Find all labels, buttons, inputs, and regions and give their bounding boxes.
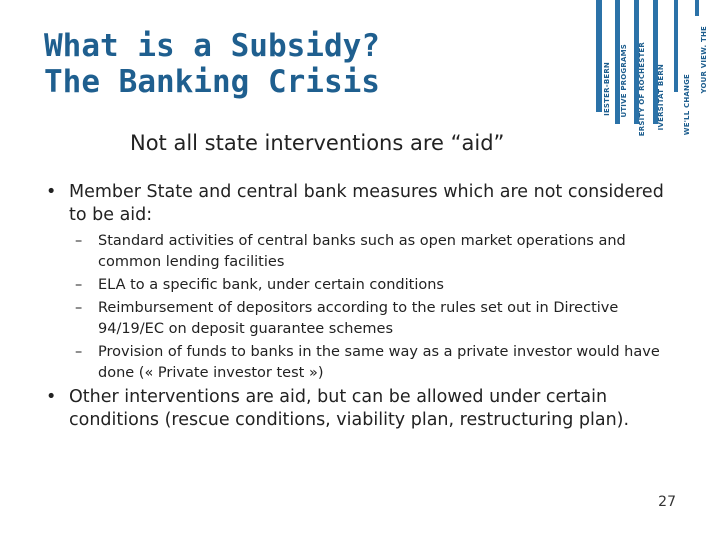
sub-bullet-item [69, 231, 664, 273]
page-number: 27 [658, 494, 676, 510]
logo-text: UTIVE PROGRAMS [620, 44, 628, 118]
slide-subtitle: Not all state interventions are “aid” [130, 131, 505, 155]
logo-text: ERSITY OF ROCHESTER [638, 42, 646, 137]
logo-text: IESTER-BERN [603, 62, 611, 116]
logo-text: IVERSITAT BERN [657, 64, 665, 131]
university-logo [590, 0, 720, 137]
bullet-glyph: • [46, 182, 57, 202]
bullet-item [44, 181, 664, 384]
logo-bar [596, 0, 602, 112]
sub-bullet-item [69, 275, 664, 296]
sub-bullet-list [69, 231, 664, 384]
dash-glyph: – [75, 277, 83, 293]
sub-bullet-item [69, 298, 664, 340]
sub-bullet-text: Standard activities of central banks such as open market operations and common lending facilities [98, 233, 626, 270]
bullet-text: Other interventions are aid, but can be allowed under certain conditions (rescue conditions, viability plan, restructuring plan). [69, 387, 630, 430]
sub-bullet-text: Reimbursement of depositors according to the rules set out in Directive 94/19/EC on deposit guarantee schemes [98, 300, 619, 337]
logo-bar [695, 0, 699, 16]
bullet-text: Member State and central bank measures which are not considered to be aid: [69, 182, 664, 225]
sub-bullet-text: Provision of funds to banks in the same way as a private investor would have done (« Private investor test ») [98, 344, 660, 381]
dash-glyph: – [75, 344, 83, 360]
bullet-list [44, 181, 664, 434]
logo-bar [674, 0, 678, 92]
title-line-2: The Banking Crisis [44, 64, 380, 100]
title-line-1: What is a Subsidy? [44, 28, 380, 64]
slide-title [44, 28, 564, 100]
bullet-item [44, 386, 664, 432]
bullet-glyph: • [46, 387, 57, 407]
sub-bullet-text: ELA to a specific bank, under certain conditions [98, 277, 444, 293]
dash-glyph: – [75, 300, 83, 316]
logo-text: YOUR VIEW. THE [700, 26, 708, 94]
sub-bullet-item [69, 342, 664, 384]
logo-text: WE'LL CHANGE [683, 74, 691, 136]
dash-glyph: – [75, 233, 83, 249]
